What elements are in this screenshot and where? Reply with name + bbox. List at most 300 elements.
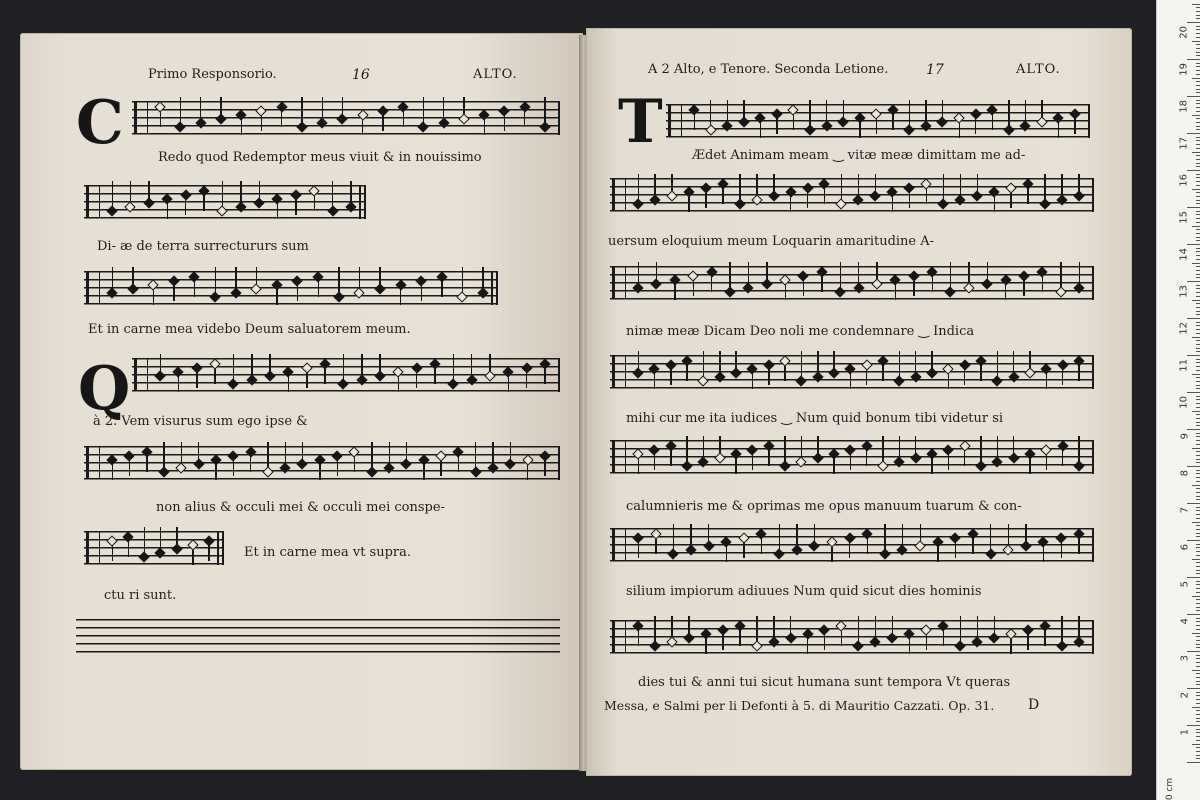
ruler-tick (1196, 196, 1200, 197)
ruler-tick (1196, 333, 1200, 334)
music-note (668, 178, 677, 212)
music-note (944, 355, 953, 389)
footer-imprint: Messa, e Salmi per li Defonti à 5. di Mauritio Cazzati. Op. 31. (604, 698, 995, 713)
music-note (944, 440, 953, 474)
music-note (431, 358, 440, 392)
barline (1092, 355, 1094, 389)
ruler-cm-label: 2 (1179, 692, 1190, 699)
ruler-tick (1196, 403, 1200, 404)
music-note (793, 528, 802, 562)
ruler-cm-label: 11 (1179, 359, 1190, 372)
music-note (990, 178, 999, 212)
clef-mark (134, 101, 148, 134)
ruler-tick (1196, 655, 1200, 656)
ruler-tick (1192, 485, 1200, 486)
lyrics-line-6: Et in carne mea vt supra. (244, 545, 412, 560)
music-note (145, 185, 154, 219)
music-note (182, 185, 191, 219)
music-staff-2 (84, 185, 366, 219)
ruler-tick (1187, 355, 1200, 356)
ruler-tick (1196, 177, 1200, 178)
music-note (173, 531, 182, 565)
ruler-unit-label: 0 cm (1165, 777, 1176, 800)
ruler-tick (1196, 451, 1200, 452)
signature-mark: D (1028, 697, 1040, 713)
ruler-tick (1196, 399, 1200, 400)
music-note (468, 358, 477, 392)
ruler-tick (1196, 251, 1200, 252)
ruler-tick (1196, 266, 1200, 267)
music-staff-6 (84, 531, 224, 565)
ruler-tick (1192, 263, 1200, 264)
ruler-tick (1196, 699, 1200, 700)
music-note (669, 528, 678, 562)
left-page (20, 33, 583, 770)
music-note (683, 440, 692, 474)
ruler-tick (1192, 707, 1200, 708)
initial-letter-q: Q (78, 354, 131, 424)
music-note (879, 440, 888, 474)
ruler-tick (1196, 111, 1200, 112)
music-note (217, 101, 226, 135)
music-note (744, 266, 753, 300)
ruler-tick (1192, 41, 1200, 42)
ruler-tick (1196, 340, 1200, 341)
barline (222, 531, 224, 565)
ruler-tick (1196, 566, 1200, 567)
music-note (190, 271, 199, 305)
music-note (1007, 620, 1016, 654)
music-note (458, 271, 467, 305)
music-staff-4 (132, 358, 560, 392)
ruler-tick (1196, 329, 1200, 330)
lyrics-line-5: non alius & occuli mei & occuli mei conspe- (156, 500, 445, 515)
music-note (651, 178, 660, 212)
music-note (702, 178, 711, 212)
barline (1092, 178, 1094, 212)
music-note (1059, 355, 1068, 389)
ruler-tick (1196, 70, 1200, 71)
ruler-tick (1196, 29, 1200, 30)
ruler-tick (1192, 374, 1200, 375)
clef-mark (86, 271, 100, 304)
music-note (846, 528, 855, 562)
music-note (108, 531, 117, 565)
music-note (1075, 266, 1084, 300)
ruler-tick (1196, 629, 1200, 630)
ruler-tick (1196, 551, 1200, 552)
ruler-tick (1187, 96, 1200, 97)
ruler-tick (1187, 614, 1200, 615)
music-note (329, 185, 338, 219)
ruler-tick (1196, 292, 1200, 293)
music-note (652, 266, 661, 300)
music-note (846, 440, 855, 474)
music-note (775, 528, 784, 562)
ruler-tick (1196, 33, 1200, 34)
music-note (652, 528, 661, 562)
ruler-tick (1196, 126, 1200, 127)
music-note (719, 620, 728, 654)
lyrics-line-2: Di- æ de terra surrectururs sum (97, 239, 309, 254)
music-note (1075, 440, 1084, 474)
music-note (993, 355, 1002, 389)
music-note (156, 101, 165, 135)
music-note (753, 178, 762, 212)
music-note (651, 620, 660, 654)
music-note (910, 266, 919, 300)
ruler-tick (1196, 684, 1200, 685)
music-note (237, 185, 246, 219)
ruler-tick (1196, 237, 1200, 238)
ruler-tick (1196, 518, 1200, 519)
ruler-tick (1196, 436, 1200, 437)
ruler-cm-label: 16 (1179, 174, 1190, 187)
music-note (232, 271, 241, 305)
music-note (316, 446, 325, 480)
music-note (961, 440, 970, 474)
ruler-tick (1196, 26, 1200, 27)
ruler-tick (1187, 59, 1200, 60)
music-note (757, 528, 766, 562)
music-note (218, 185, 227, 219)
ruler-tick (1196, 496, 1200, 497)
music-note (237, 101, 246, 135)
music-note (736, 178, 745, 212)
music-note (1005, 104, 1014, 138)
music-note (781, 355, 790, 389)
ruler-tick (1187, 392, 1200, 393)
ruler-tick (1196, 63, 1200, 64)
music-note (814, 440, 823, 474)
ruler-tick (1196, 37, 1200, 38)
music-staff-5 (84, 446, 560, 480)
music-note (385, 446, 394, 480)
music-note (314, 271, 323, 305)
music-note (413, 358, 422, 392)
ruler-tick (1196, 311, 1200, 312)
music-note (973, 620, 982, 654)
ruler-tick (1196, 481, 1200, 482)
music-note (1054, 104, 1063, 138)
music-note (143, 446, 152, 480)
music-note (303, 358, 312, 392)
ruler-cm-label: 1 (1179, 729, 1190, 736)
ruler-tick (1187, 725, 1200, 726)
ruler-tick (1187, 133, 1200, 134)
barline (558, 101, 560, 135)
ruler-tick (1196, 562, 1200, 563)
music-note (177, 446, 186, 480)
music-note (524, 446, 533, 480)
music-note (634, 528, 643, 562)
music-note (1039, 528, 1048, 562)
music-note (716, 355, 725, 389)
music-note (683, 355, 692, 389)
ruler-tick (1196, 314, 1200, 315)
music-staff-r4 (610, 355, 1094, 389)
music-note (748, 440, 757, 474)
music-note (839, 104, 848, 138)
music-note (905, 178, 914, 212)
music-note (740, 104, 749, 138)
barline (359, 185, 361, 219)
music-note (814, 355, 823, 389)
clef-mark (134, 358, 148, 391)
music-note (174, 358, 183, 392)
ruler-tick (1196, 507, 1200, 508)
ruler-tick (1196, 662, 1200, 663)
music-note (284, 358, 293, 392)
music-note (200, 185, 209, 219)
music-note (368, 446, 377, 480)
right-page (586, 28, 1132, 776)
measuring-ruler (1156, 0, 1200, 800)
music-note (489, 446, 498, 480)
ruler-tick (1196, 155, 1200, 156)
clef-mark (612, 178, 626, 211)
lyrics-line-4: à 2. Vem visurus sum ego ipse & (93, 414, 308, 429)
ruler-tick (1187, 22, 1200, 23)
music-note (108, 271, 117, 305)
music-note (888, 620, 897, 654)
music-note (977, 440, 986, 474)
music-staff-r7 (610, 620, 1094, 654)
music-note (437, 446, 446, 480)
music-note (763, 266, 772, 300)
barline (558, 358, 560, 392)
ruler-tick (1196, 751, 1200, 752)
ruler-tick (1196, 296, 1200, 297)
ruler-tick (1196, 736, 1200, 737)
music-note (722, 528, 731, 562)
music-note (938, 104, 947, 138)
music-note (818, 266, 827, 300)
music-note (140, 531, 149, 565)
ruler-tick (1196, 621, 1200, 622)
music-note (298, 446, 307, 480)
ruler-tick (1196, 718, 1200, 719)
music-note (1058, 620, 1067, 654)
music-note (797, 440, 806, 474)
music-note (163, 185, 172, 219)
ruler-tick (1196, 44, 1200, 45)
ruler-tick (1196, 610, 1200, 611)
music-note (705, 528, 714, 562)
ruler-tick (1196, 695, 1200, 696)
ruler-tick (1196, 570, 1200, 571)
ruler-tick (1196, 359, 1200, 360)
music-note (856, 104, 865, 138)
music-note (934, 528, 943, 562)
music-note (891, 266, 900, 300)
ruler-tick (1196, 377, 1200, 378)
music-note (318, 101, 327, 135)
ruler-tick (1196, 666, 1200, 667)
ruler-tick (1192, 522, 1200, 523)
clef-mark (86, 446, 100, 479)
music-note (129, 271, 138, 305)
music-note (879, 355, 888, 389)
music-note (126, 185, 135, 219)
music-note (160, 446, 169, 480)
ruler-tick (1187, 651, 1200, 652)
clef-mark (612, 266, 626, 299)
music-note (397, 271, 406, 305)
ruler-tick (1196, 729, 1200, 730)
music-note (1004, 528, 1013, 562)
music-note (339, 358, 348, 392)
ruler-tick (1196, 599, 1200, 600)
ruler-tick (1196, 85, 1200, 86)
music-note (797, 355, 806, 389)
right-page-title: A 2 Alto, e Tenore. Seconda Letione. (648, 62, 889, 77)
ruler-tick (1196, 122, 1200, 123)
music-note (479, 271, 488, 305)
music-note (699, 440, 708, 474)
lyrics-line-r3: nimæ meæ Dicam Deo noli me condemnare ‿ Indica (626, 324, 975, 339)
music-note (756, 104, 765, 138)
music-note (804, 178, 813, 212)
music-note (1058, 178, 1067, 212)
left-page-title: Primo Responsorio. (148, 67, 277, 82)
music-note (716, 440, 725, 474)
ruler-tick (1196, 307, 1200, 308)
ruler-cm-label: 19 (1179, 63, 1190, 76)
ruler-tick (1196, 166, 1200, 167)
music-note (965, 266, 974, 300)
ruler-tick (1196, 103, 1200, 104)
ruler-tick (1196, 233, 1200, 234)
music-note (504, 358, 513, 392)
ruler-tick (1196, 185, 1200, 186)
music-staff-r3 (610, 266, 1094, 300)
music-note (770, 178, 779, 212)
ruler-tick (1196, 555, 1200, 556)
music-note (541, 358, 550, 392)
ruler-tick (1196, 388, 1200, 389)
ruler-tick (1196, 740, 1200, 741)
ruler-tick (1187, 688, 1200, 689)
ruler-tick (1196, 422, 1200, 423)
music-note (726, 266, 735, 300)
ruler-tick (1196, 89, 1200, 90)
music-note (1075, 355, 1084, 389)
ruler-tick (1196, 681, 1200, 682)
ruler-tick (1187, 577, 1200, 578)
music-staff-r6 (610, 528, 1094, 562)
music-note (205, 531, 214, 565)
music-note (961, 355, 970, 389)
barline (491, 271, 493, 305)
ruler-tick (1196, 351, 1200, 352)
music-note (264, 446, 273, 480)
ruler-tick (1196, 92, 1200, 93)
music-note (273, 271, 282, 305)
music-note (438, 271, 447, 305)
music-note (650, 440, 659, 474)
ruler-tick (1196, 425, 1200, 426)
clef-mark (86, 531, 100, 564)
music-note (855, 266, 864, 300)
music-note (781, 266, 790, 300)
barline (558, 446, 560, 480)
music-note (195, 446, 204, 480)
music-note (830, 355, 839, 389)
ruler-tick (1187, 244, 1200, 245)
ruler-tick (1196, 163, 1200, 164)
music-note (211, 358, 220, 392)
music-note (359, 101, 368, 135)
lyrics-line-r6: silium impiorum adiuues Num quid sicut dies hominis (626, 584, 982, 599)
music-note (905, 104, 914, 138)
music-note (376, 271, 385, 305)
music-note (977, 355, 986, 389)
ruler-tick (1196, 270, 1200, 271)
ruler-tick (1196, 477, 1200, 478)
barline (1092, 266, 1094, 300)
music-note (1022, 528, 1031, 562)
music-note (740, 528, 749, 562)
ruler-tick (1196, 107, 1200, 108)
music-note (1059, 440, 1068, 474)
ruler-tick (1196, 48, 1200, 49)
ruler-tick (1192, 670, 1200, 671)
ruler-tick (1196, 370, 1200, 371)
ruler-tick (1187, 466, 1200, 467)
music-note (292, 185, 301, 219)
music-note (889, 104, 898, 138)
ruler-tick (1196, 407, 1200, 408)
music-note (248, 358, 257, 392)
ruler-cm-label: 10 (1179, 396, 1190, 409)
clef-mark (668, 104, 682, 137)
music-note (863, 528, 872, 562)
ruler-tick (1196, 174, 1200, 175)
ruler-tick (1196, 381, 1200, 382)
music-note (922, 104, 931, 138)
ruler-tick (1196, 544, 1200, 545)
ruler-tick (1196, 81, 1200, 82)
ruler-tick (1196, 529, 1200, 530)
music-note (956, 620, 965, 654)
music-note (939, 620, 948, 654)
ruler-tick (1196, 536, 1200, 537)
ruler-tick (1196, 159, 1200, 160)
ruler-tick (1196, 148, 1200, 149)
ruler-tick (1196, 625, 1200, 626)
right-page-number: 17 (926, 62, 944, 78)
music-note (1071, 104, 1080, 138)
ruler-tick (1192, 189, 1200, 190)
ruler-tick (1192, 78, 1200, 79)
music-note (969, 528, 978, 562)
music-note (266, 358, 275, 392)
ruler-tick (1196, 747, 1200, 748)
music-note (281, 446, 290, 480)
ruler-tick (1192, 300, 1200, 301)
music-note (928, 440, 937, 474)
ruler-tick (1196, 433, 1200, 434)
music-note (1026, 440, 1035, 474)
music-note (310, 185, 319, 219)
music-note (278, 101, 287, 135)
ruler-tick (1196, 470, 1200, 471)
music-note (634, 620, 643, 654)
music-note (252, 271, 261, 305)
ruler-tick (1196, 366, 1200, 367)
music-note (125, 446, 134, 480)
